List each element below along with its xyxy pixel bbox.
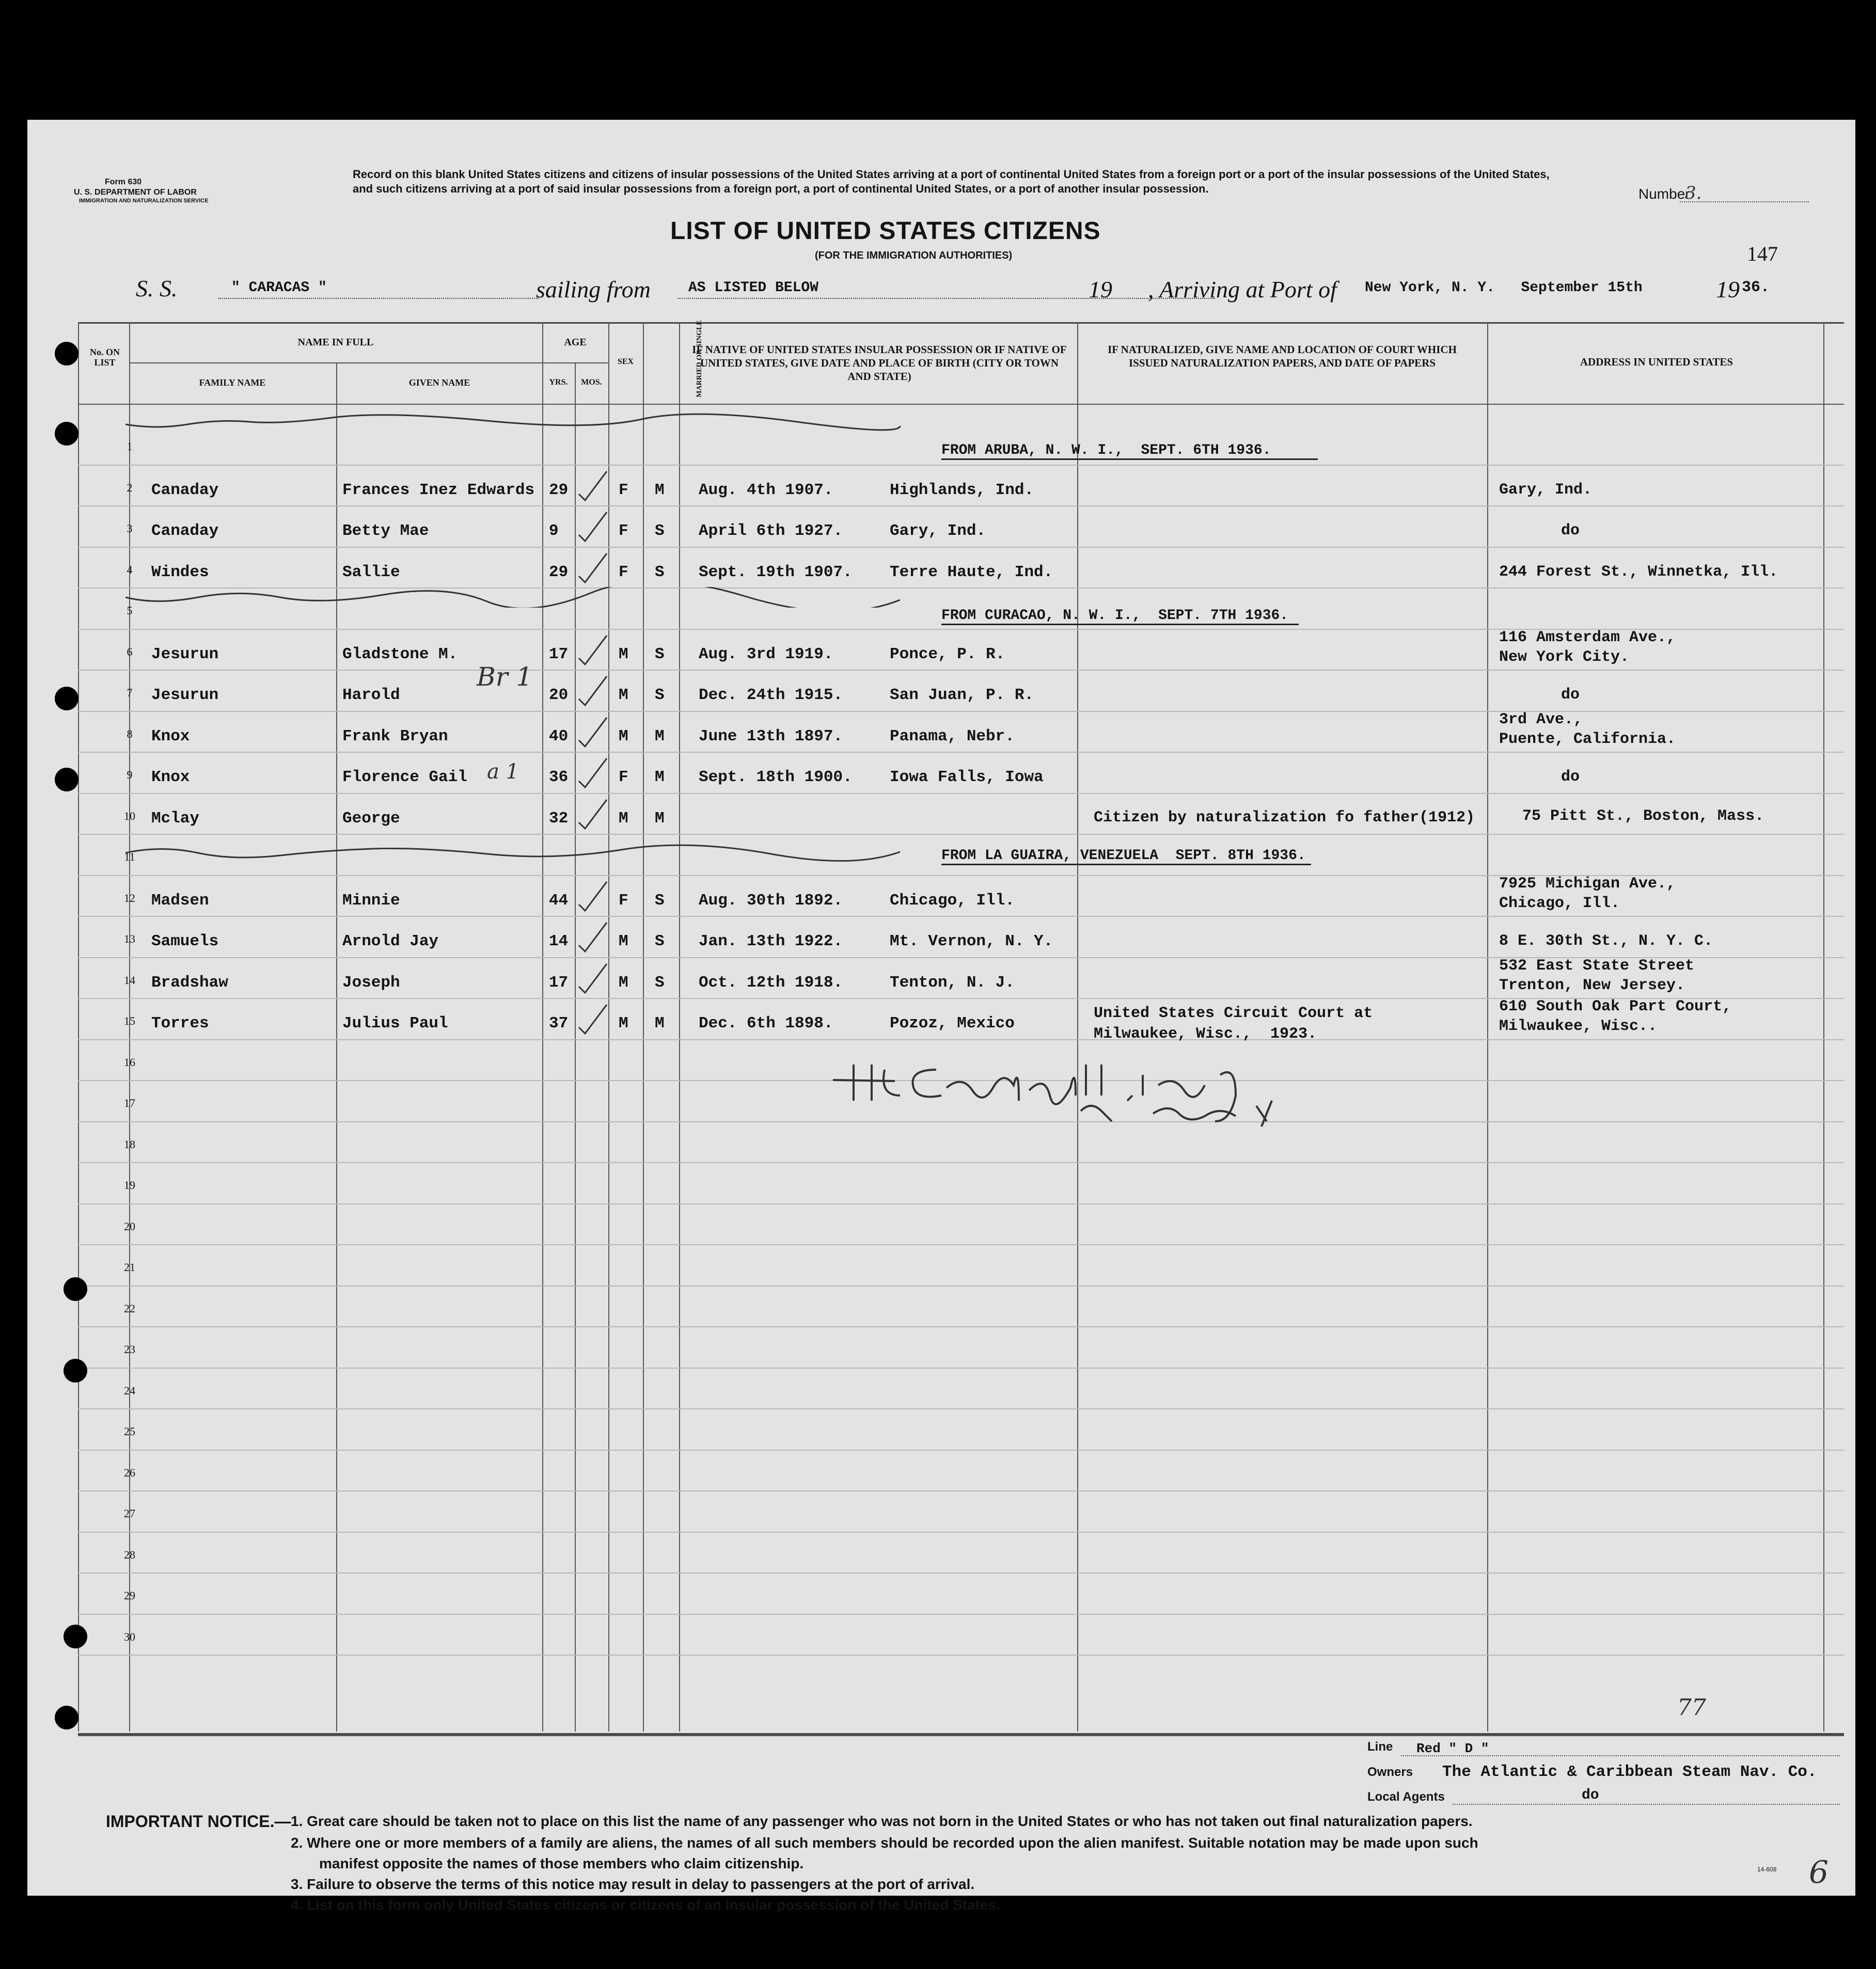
address-line: do (1561, 768, 1580, 786)
family-name: Knox (151, 768, 190, 786)
sex: F (619, 563, 628, 581)
row-number: 9 (127, 768, 133, 781)
margin-note-a: a 1 (487, 760, 519, 784)
col-line (542, 322, 543, 1732)
marital-status: M (655, 481, 665, 499)
row-number: 25 (124, 1425, 135, 1438)
col-header-name-in-full: NAME IN FULL (297, 337, 374, 348)
family-name: Mclay (151, 809, 200, 828)
birth-place: San Juan, P. R. (890, 686, 1034, 704)
row-number: 14 (124, 973, 135, 987)
page-number: 147 (1747, 242, 1778, 265)
address-line: Chicago, Ill. (1499, 894, 1620, 912)
section-la-guaira: FROM LA GUAIRA, VENEZUELA SEPT. 8TH 1936. (941, 848, 1311, 865)
family-name: Torres (151, 1014, 209, 1033)
ruled-line (78, 1450, 1844, 1451)
row-number: 2 (127, 481, 133, 494)
port-value: New York, N. Y. September 15th (1365, 280, 1643, 296)
ruled-line (78, 1490, 1844, 1491)
address-line: do (1561, 522, 1580, 539)
marital-status: M (655, 1014, 665, 1033)
page-title: LIST OF UNITED STATES CITIZENS (670, 217, 1101, 245)
marital-status: S (655, 932, 665, 950)
family-name: Windes (151, 563, 209, 581)
age-years: 17 (549, 973, 569, 992)
age-years: 44 (549, 891, 569, 910)
row-number: 18 (124, 1137, 135, 1151)
punch-hole (55, 687, 78, 710)
given-name: Florence Gail (342, 768, 467, 786)
address-line: Puente, California. (1499, 730, 1676, 748)
marital-status: M (655, 727, 665, 745)
footer-form-code: 14-608 (1757, 1866, 1777, 1873)
row-number: 8 (127, 727, 133, 740)
sex: M (619, 727, 628, 745)
age-years: 14 (549, 932, 569, 950)
corner-mark: 6 (1809, 1854, 1829, 1891)
ruled-line (78, 1614, 1844, 1615)
marital-status: M (655, 768, 665, 786)
col-header-address: ADDRESS IN UNITED STATES (1580, 356, 1733, 368)
col-line (643, 322, 644, 1732)
family-name: Madsen (151, 891, 209, 910)
age-years: 29 (549, 563, 569, 581)
line-label: Line (1367, 1740, 1393, 1754)
check-mark-icon (575, 550, 611, 586)
sailing-from-value: AS LISTED BELOW (688, 280, 819, 296)
col-header-given-name: GIVEN NAME (408, 377, 470, 388)
check-mark-icon (575, 919, 611, 956)
arriving-label: , Arriving at Port of (1148, 276, 1337, 303)
col-header-no: No. ON LIST (90, 347, 120, 368)
section-curacao: FROM CURACAO, N. W. I., SEPT. 7TH 1936. (941, 608, 1299, 625)
ruled-line (78, 1408, 1844, 1409)
given-name: Arnold Jay (342, 932, 439, 950)
record-instruction: Record on this blank United States citizens and citizens of insular possessions of the United States arriving at a port of continental United States from a foreign port or a port of the insular possessions of the United States, and such citizens arriving at a port of said insular possessions from a foreign port, a port of continental United States, or a port of another insular possession. (353, 168, 1550, 195)
ss-label: S. S. (136, 275, 178, 301)
ruled-line (78, 1162, 1844, 1163)
sex: M (619, 809, 628, 828)
owners-label: Owners (1367, 1765, 1413, 1779)
ruled-line (78, 1203, 1844, 1204)
sex: F (619, 481, 628, 499)
address-line: do (1561, 686, 1580, 704)
name-in-full-rule (129, 362, 542, 363)
address-line: New York City. (1499, 648, 1630, 666)
address-line: Trenton, New Jersey. (1499, 976, 1685, 994)
row-number: 12 (124, 891, 135, 904)
row-number: 29 (124, 1589, 135, 1602)
row-number: 11 (124, 850, 135, 863)
row-number: 30 (124, 1630, 135, 1643)
address-line: 610 South Oak Part Court, (1499, 998, 1732, 1015)
agents-value: do (1582, 1787, 1599, 1803)
footer-top-rule (78, 1735, 1844, 1736)
address-line: 75 Pitt St., Boston, Mass. (1522, 807, 1764, 825)
bottom-mark: 77 (1677, 1694, 1706, 1721)
row-number: 19 (124, 1179, 135, 1192)
marital-status: M (655, 809, 665, 828)
row-number: 20 (124, 1219, 135, 1233)
row-number: 22 (124, 1301, 135, 1315)
given-name: Sallie (342, 563, 400, 581)
row-number: 10 (124, 809, 135, 822)
punch-hole (55, 1706, 78, 1729)
col-header-mos: MOS. (581, 378, 602, 387)
address-line: Milwaukee, Wisc.. (1499, 1018, 1658, 1035)
given-name: Betty Mae (342, 522, 429, 540)
margin-note-br: Br 1 (477, 662, 533, 692)
form-number: Form 630 (105, 178, 142, 186)
birth-date: Dec. 6th 1898. (699, 1014, 833, 1033)
row-number: 27 (124, 1507, 135, 1520)
notice-2-cont: manifest opposite the names of those members who claim citizenship. (319, 1855, 804, 1871)
manifest-page (27, 120, 1855, 1913)
col-line (1823, 322, 1824, 1732)
age-years: 29 (549, 481, 569, 499)
row-number: 7 (127, 686, 133, 699)
number-label: Number (1638, 186, 1690, 202)
ruled-line (78, 793, 1844, 794)
arrival-year-suffix: 36. (1742, 279, 1770, 296)
line-underline (1401, 1755, 1840, 1756)
birth-place: Gary, Ind. (890, 522, 986, 540)
check-mark-icon (575, 632, 611, 669)
age-years: 36 (549, 768, 569, 786)
ruled-line (78, 1573, 1844, 1574)
row-number: 4 (127, 563, 133, 576)
birth-place: Mt. Vernon, N. Y. (890, 932, 1053, 950)
col-line (336, 362, 337, 1732)
line-value: Red " D " (1416, 1741, 1489, 1756)
ruled-line (78, 547, 1844, 548)
notice-3: 3. Failure to observe the terms of this notice may result in delay to passengers at the port of arrival. (291, 1876, 975, 1892)
check-mark-icon (575, 1002, 611, 1038)
row-number: 26 (124, 1466, 135, 1479)
col-header-family-name: FAMILY NAME (199, 377, 266, 388)
check-mark-icon (575, 755, 611, 791)
naturalization-court: Citizen by naturalization fo father(1912) (1094, 808, 1475, 827)
ruled-line (78, 1532, 1844, 1533)
family-name: Samuels (151, 932, 219, 950)
row-number: 17 (124, 1097, 135, 1109)
birth-date: Dec. 24th 1915. (699, 686, 843, 704)
sex: M (619, 973, 628, 992)
birth-date: Aug. 4th 1907. (699, 481, 833, 499)
ruled-line (78, 1285, 1844, 1287)
family-name: Jesurun (151, 645, 219, 663)
marital-status: S (655, 563, 665, 581)
owners-value: The Atlantic & Caribbean Steam Nav. Co. (1442, 1763, 1817, 1781)
family-name: Canaday (151, 481, 219, 499)
row-number: 23 (124, 1343, 135, 1356)
given-name: Harold (342, 686, 400, 704)
family-name: Canaday (151, 522, 219, 540)
ruled-line (78, 465, 1844, 466)
department: U. S. DEPARTMENT OF LABOR (74, 188, 197, 197)
sex: M (619, 1014, 628, 1033)
birth-place: Panama, Nebr. (890, 727, 1015, 745)
punch-hole (55, 768, 78, 791)
marital-status: S (655, 891, 665, 910)
check-mark-icon (575, 509, 611, 545)
naturalization-court: United States Circuit Court at Milwaukee, Wisc., 1923. (1094, 1005, 1373, 1043)
row-number: 5 (127, 604, 133, 617)
birth-date: Aug. 30th 1892. (699, 891, 843, 910)
age-years: 17 (549, 645, 569, 663)
marital-status: S (655, 645, 665, 663)
birth-date: April 6th 1927. (699, 522, 843, 540)
number-line (1680, 201, 1809, 202)
birth-date: Jan. 13th 1922. (699, 932, 843, 950)
number-value: 3. (1685, 183, 1702, 203)
col-header-married-single: MARRIED OR SINGLE (696, 320, 703, 398)
ruled-line (78, 752, 1844, 753)
birth-place: Chicago, Ill. (890, 891, 1015, 910)
header-bottom-rule (78, 404, 1844, 405)
page-subtitle: (FOR THE IMMIGRATION AUTHORITIES) (815, 250, 1013, 261)
row-number: 3 (127, 522, 133, 535)
notice-title: IMPORTANT NOTICE.— (106, 1812, 291, 1831)
age-rule (542, 362, 608, 363)
notice-4: 4. List on this form only United States citizens or citizens of an insular possession of the United States. (291, 1897, 1000, 1913)
agents-underline (1453, 1804, 1840, 1805)
col-line (1487, 322, 1488, 1732)
sex: F (619, 522, 628, 540)
birth-place: Pozoz, Mexico (890, 1014, 1015, 1033)
sex: M (619, 686, 628, 704)
notice-2: 2. Where one or more members of a family are aliens, the names of all such members should be recorded upon the alien manifest. Suitable notation may be made upon such (291, 1835, 1478, 1851)
check-mark-icon (575, 961, 611, 997)
section-wave-row1 (125, 411, 905, 432)
col-line (679, 322, 680, 1732)
col-header-birth: IF NATIVE OF UNITED STATES INSULAR POSSESSION OR IF NATIVE OF UNITED STATES, GIVE DATE AND PLACE OF BIRTH (CITY OR TOWN AND STATE) (692, 343, 1067, 383)
given-name: Frank Bryan (342, 727, 448, 745)
address-line: 116 Amsterdam Ave., (1499, 628, 1676, 646)
birth-place: Highlands, Ind. (890, 481, 1034, 499)
row-number: 21 (124, 1261, 135, 1274)
sex: F (619, 891, 628, 910)
birth-date: Aug. 3rd 1919. (699, 645, 833, 663)
row-number: 1 (127, 440, 133, 453)
section-aruba: FROM ARUBA, N. W. I., SEPT. 6TH 1936. (941, 442, 1318, 460)
section-wave-row5 (125, 587, 905, 608)
age-years: 37 (549, 1014, 569, 1033)
check-mark-icon (575, 797, 611, 833)
arrival-year-prefix: 19 (1716, 276, 1740, 303)
col-header-age: AGE (564, 337, 587, 348)
row-number: 15 (124, 1014, 135, 1027)
given-name: Gladstone M. (342, 645, 458, 663)
marital-status: S (655, 522, 665, 540)
ruled-line (78, 505, 1844, 506)
birth-date: Oct. 12th 1918. (699, 973, 843, 992)
given-name: Frances Inez Edwards (342, 481, 535, 499)
row-number: 13 (124, 932, 135, 945)
col-line (1077, 322, 1078, 1732)
service: IMMIGRATION AND NATURALIZATION SERVICE (79, 198, 209, 204)
row-number: 16 (124, 1055, 135, 1069)
col-header-naturalized: IF NATURALIZED, GIVE NAME AND LOCATION OF COURT WHICH ISSUED NATURALIZATION PAPERS, AND DATE OF PAPERS (1108, 343, 1457, 369)
check-mark-icon (575, 673, 611, 709)
family-name: Bradshaw (151, 973, 228, 992)
section-wave-row11 (125, 843, 905, 863)
col-header-sex: SEX (617, 357, 634, 366)
ruled-line (78, 834, 1844, 835)
year-prefix: 19 (1089, 276, 1112, 303)
birth-date: Sept. 19th 1907. (699, 563, 853, 581)
row-number: 6 (127, 645, 133, 658)
address-line: 532 East State Street (1499, 957, 1695, 975)
address-line: 8 E. 30th St., N. Y. C. (1499, 932, 1713, 950)
punch-hole (55, 422, 78, 446)
ruled-line (78, 916, 1844, 917)
address-line: 244 Forest St., Winnetka, Ill. (1499, 563, 1778, 581)
row-number: 24 (124, 1384, 135, 1397)
punch-hole (64, 1359, 87, 1383)
ship-line (218, 298, 539, 299)
sex: F (619, 768, 628, 786)
birth-place: Iowa Falls, Iowa (890, 768, 1044, 786)
given-name: Joseph (342, 973, 400, 992)
marital-status: S (655, 973, 665, 992)
birth-place: Ponce, P. R. (890, 645, 1005, 663)
sex: M (619, 645, 628, 663)
check-mark-icon (575, 879, 611, 915)
sailing-line (678, 298, 1215, 299)
birth-place: Tenton, N. J. (890, 973, 1015, 992)
address-line: 3rd Ave., (1499, 710, 1583, 728)
family-name: Knox (151, 727, 190, 745)
address-line: 7925 Michigan Ave., (1499, 875, 1676, 893)
ruled-line (78, 1039, 1844, 1040)
ruled-line (78, 1244, 1844, 1245)
age-years: 40 (549, 727, 569, 745)
birth-date: June 13th 1897. (699, 727, 843, 745)
sailing-from-label: sailing from (536, 276, 651, 303)
ship-name: " CARACAS " (231, 280, 327, 296)
ruled-line (78, 1368, 1844, 1369)
given-name: Minnie (342, 891, 400, 910)
col-header-yrs: YRS. (549, 378, 568, 387)
agents-label: Local Agents (1367, 1790, 1445, 1804)
birth-date: Sept. 18th 1900. (699, 768, 853, 786)
check-mark-icon (575, 468, 611, 504)
birth-place: Terre Haute, Ind. (890, 563, 1053, 581)
family-name: Jesurun (151, 686, 219, 704)
age-years: 9 (549, 522, 559, 540)
col-line (78, 322, 79, 1732)
address-line: Gary, Ind. (1499, 481, 1593, 499)
notice-1: 1. Great care should be taken not to place on this list the name of any passenger who was not born in the United States or who has not taken out final naturalization papers. (291, 1813, 1473, 1829)
check-mark-icon (575, 714, 611, 751)
given-name: George (342, 809, 400, 828)
age-years: 20 (549, 686, 569, 704)
age-years: 32 (549, 809, 569, 828)
ruled-line (78, 1655, 1844, 1656)
marital-status: S (655, 686, 665, 704)
given-name: Julius Paul (342, 1014, 448, 1033)
sex: M (619, 932, 628, 950)
punch-hole (55, 342, 78, 366)
ruled-line (78, 1326, 1844, 1327)
row-number: 28 (124, 1548, 135, 1561)
punch-hole (64, 1625, 87, 1648)
signature-scribble (823, 1044, 1318, 1132)
punch-hole (64, 1277, 87, 1301)
ruled-line (78, 670, 1844, 671)
